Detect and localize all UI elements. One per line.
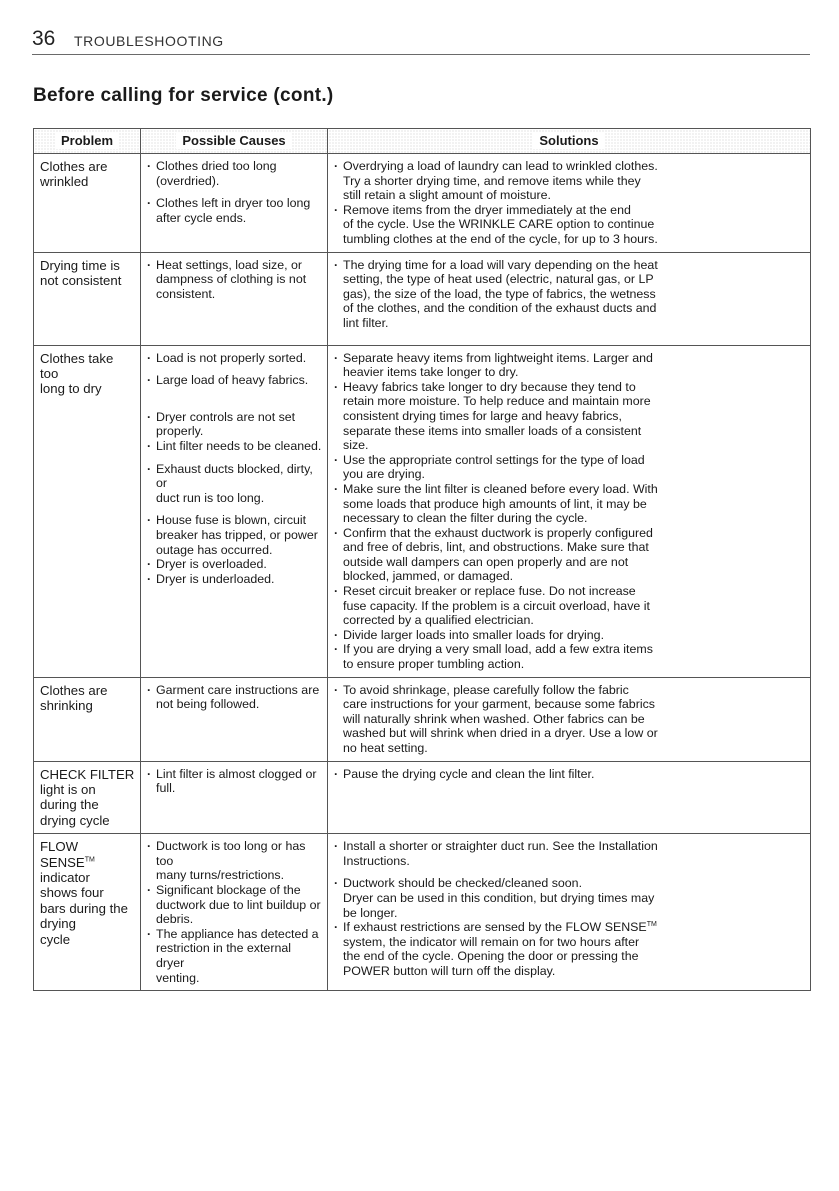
column-header-solutions: Solutions [328,129,811,154]
solution-cell [328,252,811,345]
solutions-list [334,767,805,782]
troubleshooting-table [33,128,811,991]
solutions-list [334,258,805,331]
table-row [34,834,811,991]
solutions-list [334,839,805,978]
causes-list [147,683,322,712]
solutions-list [334,351,805,672]
problem-cell: Clothes take too long to dry [34,345,141,677]
cause-cell [141,834,328,991]
problem-cell: Clothes are wrinkled [34,154,141,253]
solution-cell [328,345,811,677]
causes-list [147,258,322,302]
causes-list [147,839,322,985]
column-header-problem: Problem [34,129,141,154]
cause-item: · Exhaust ducts blocked, dirty, or duct run is too long. [147,462,322,506]
table-row [34,345,811,677]
table-body [34,154,811,991]
causes-list [147,767,322,796]
solution-item: · To avoid shrinkage, please carefully follow the fabric care instructions for your garment, because some fabrics will naturally shrink when washed. Other fabrics can be washed but will shrink when dried in a dryer. Use a low or no heat setting. [334,683,805,756]
solution-item: · Confirm that the exhaust ductwork is properly configured and free of debris, lint, and obstructions. Make sure that outside wall dampers can open properly and are not blocked, jammed, or damaged. [334,526,805,584]
table-row [34,761,811,834]
cause-item: · Lint filter needs to be cleaned. [147,439,322,454]
cause-item: · Ductwork is too long or has too many turns/restrictions. [147,839,322,883]
cause-cell [141,154,328,253]
cause-cell [141,345,328,677]
cause-item: · Large load of heavy fabrics. [147,373,322,388]
cause-item: · Load is not properly sorted. [147,351,322,366]
solution-item: · Ductwork should be checked/cleaned soon. Dryer can be used in this condition, but drying times may be longer. [334,876,805,920]
problem-cell: FLOW SENSE™ indicator shows four bars during the drying cycle [34,834,141,991]
solution-item: · Reset circuit breaker or replace fuse. Do not increase fuse capacity. If the problem is a circuit overload, have it corrected by a qualified electrician. [334,584,805,628]
solution-item: · Make sure the lint filter is cleaned before every load. With some loads that produce high amounts of lint, it may be necessary to clean the filter during the cycle. [334,482,805,526]
solution-item: · If you are drying a very small load, add a few extra items to ensure proper tumbling action. [334,642,805,671]
page-title: Before calling for service (cont.) [33,85,334,106]
solution-item: · Heavy fabrics take longer to dry because they tend to retain more moisture. To help reduce and maintain more consistent drying times for large and heavy fabrics, separate these items into smaller loads of a consistent size. [334,380,805,453]
problem-cell: Clothes are shrinking [34,677,141,761]
column-header-causes: Possible Causes [141,129,328,154]
solution-item: · If exhaust restrictions are sensed by the FLOW SENSE™ system, the indicator will remain on for two hours after the end of the cycle. Opening the door or pressing the POWER button will turn off the display. [334,920,805,978]
solutions-list [334,683,805,756]
cause-item: · Dryer is overloaded. [147,557,322,572]
causes-list [147,351,322,587]
table-header-row [34,129,811,154]
page-header [32,28,810,55]
causes-list [147,159,322,225]
table-row [34,154,811,253]
cause-cell [141,677,328,761]
solution-item: · Use the appropriate control settings for the type of load you are drying. [334,453,805,482]
solution-item: · Divide larger loads into smaller loads for drying. [334,628,805,643]
cause-item: · Lint filter is almost clogged or full. [147,767,322,796]
solution-item: · Install a shorter or straighter duct run. See the Installation Instructions. [334,839,805,868]
solutions-list [334,159,805,247]
problem-cell: Drying time is not consistent [34,252,141,345]
problem-cell: CHECK FILTER light is on during the drying cycle [34,761,141,834]
cause-item: · Significant blockage of the ductwork due to lint buildup or debris. [147,883,322,927]
cause-item: · Clothes dried too long (overdried). [147,159,322,188]
cause-cell [141,252,328,345]
solution-item: · Separate heavy items from lightweight items. Larger and heavier items take longer to dry. [334,351,805,380]
solution-item: · Overdrying a load of laundry can lead to wrinkled clothes. Try a shorter drying time, and remove items while they still retain a slight amount of moisture. [334,159,805,203]
solution-cell [328,677,811,761]
cause-item: · Clothes left in dryer too long after cycle ends. [147,196,322,225]
solution-item: · The drying time for a load will vary depending on the heat setting, the type of heat used (electric, natural gas, or LP gas), the size of the load, the type of fabrics, the wetness of the clothes, and the condition of the exhaust ducts and lint filter. [334,258,805,331]
solution-cell [328,761,811,834]
solution-item: · Remove items from the dryer immediately at the end of the cycle. Use the WRINKLE CARE option to continue tumbling clothes at the end of the cycle, for up to 3 hours. [334,203,805,247]
section-label: TROUBLESHOOTING [74,33,224,49]
cause-item: · The appliance has detected a restriction in the external dryer venting. [147,927,322,985]
cause-item: · Garment care instructions are not being followed. [147,683,322,712]
cause-item: · Dryer is underloaded. [147,572,322,587]
cause-item: · House fuse is blown, circuit breaker has tripped, or power outage has occurred. [147,513,322,557]
page-number: 36 [32,27,56,50]
table-row [34,252,811,345]
cause-item: · Dryer controls are not set properly. [147,410,322,439]
solution-cell [328,154,811,253]
solution-item: · Pause the drying cycle and clean the lint filter. [334,767,805,782]
cause-item: · Heat settings, load size, or dampness of clothing is not consistent. [147,258,322,302]
cause-cell [141,761,328,834]
solution-cell [328,834,811,991]
table-row [34,677,811,761]
